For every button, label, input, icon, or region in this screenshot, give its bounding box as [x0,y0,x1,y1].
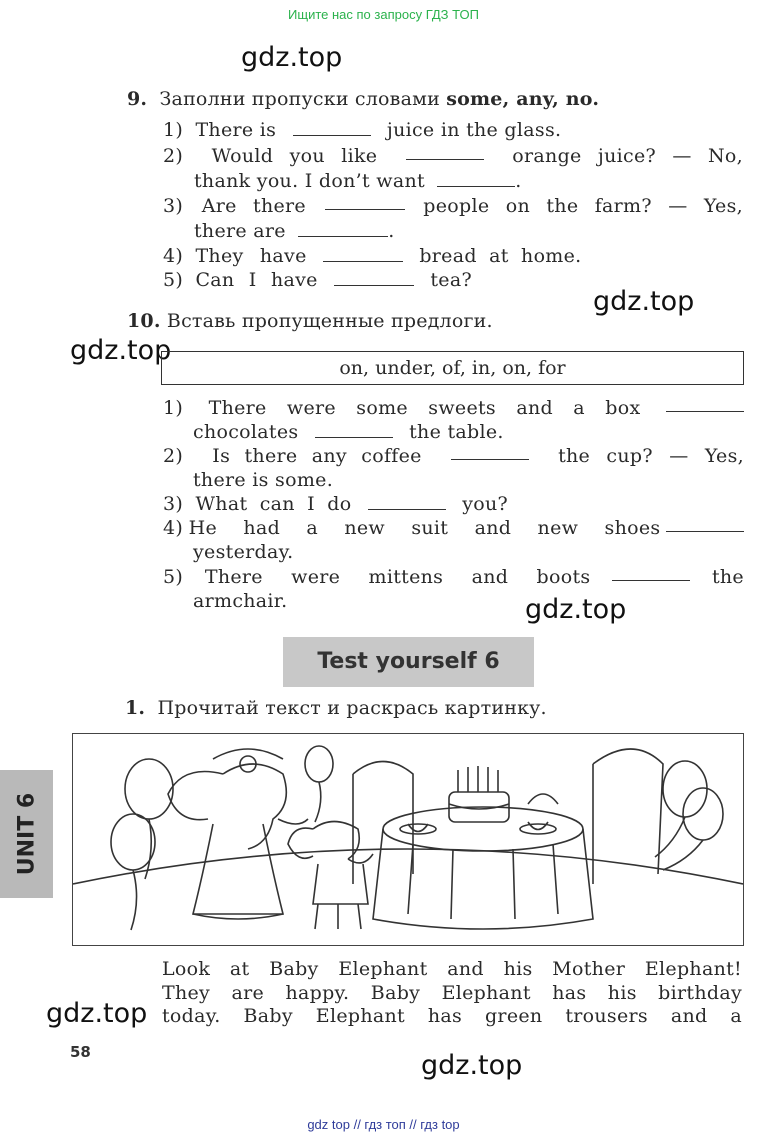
item-number: 2) [163,145,184,167]
item-text: . [388,220,395,242]
exercise-number: 9. [127,88,148,110]
exercise-9-item-2 [163,145,743,167]
answer-blank[interactable] [325,195,405,210]
item-text: Can I have [195,269,318,291]
item-text: bread at home. [419,245,582,267]
balloon-icon [683,788,723,840]
item-text: . [515,170,522,192]
illustration-svg [73,734,743,945]
item-text: Are there [201,195,306,217]
item-text: He had a new suit and new shoes [188,517,661,539]
answer-blank[interactable] [437,172,515,187]
task-1-text-line [162,958,742,980]
exercise-10-item-1-cont [193,421,504,443]
top-banner: Ищите нас по запросу ГДЗ ТОП [288,7,479,22]
item-text: orange juice? — No, [512,145,743,167]
answer-blank[interactable] [334,271,414,286]
exercise-9-item-5 [163,269,472,291]
item-number: 5) [163,566,184,588]
answer-blank[interactable] [666,397,744,412]
answer-blank[interactable] [298,222,388,237]
item-number: 4) [163,245,184,267]
item-text: tea? [430,269,472,291]
item-text: What can I do [195,493,352,515]
item-text: There were mittens and boots [204,566,591,588]
watermark: gdz.top [241,42,343,73]
exercise-10-heading [127,310,493,332]
item-text: juice in the glass. [386,119,562,141]
item-number: 4) [163,517,184,539]
item-text: the table. [409,421,504,443]
item-text: the [711,566,744,588]
exercise-9-item-1 [163,119,561,141]
exercise-10-item-3 [163,493,508,515]
balloon-icon [111,814,155,870]
item-text: Is there any coffee [212,445,422,467]
item-text: There is [195,119,277,141]
answer-blank[interactable] [315,423,393,438]
task-instruction: Прочитай текст и раскрась картинку. [157,697,547,719]
text-line: Look at Baby Elephant and his Mother Elephant! [162,958,742,980]
answer-blank[interactable] [666,517,744,532]
exercise-10-item-5-cont [193,590,287,612]
task-number: 1. [125,697,146,719]
bottom-banner: gdz top // гдз топ // гдз top [307,1117,460,1132]
exercise-10-item-5 [163,566,744,588]
answer-blank[interactable] [293,121,371,136]
watermark: gdz.top [593,286,695,317]
watermark: gdz.top [70,335,172,366]
item-text: Would you like [211,145,378,167]
task-1-text-line [162,1005,742,1027]
exercise-words: some, any, no. [446,88,600,110]
unit-tab [0,770,53,898]
watermark: gdz.top [525,594,627,625]
answer-blank[interactable] [323,247,403,262]
exercise-number: 10. [127,310,161,332]
balloon-icon [125,759,173,819]
balloon-icon [305,746,333,782]
item-text: There were some sweets and a box [208,397,641,419]
item-text: people on the farm? — Yes, [423,195,743,217]
page-number: 58 [70,1043,91,1061]
exercise-10-item-4-cont [193,541,293,563]
item-number: 5) [163,269,184,291]
answer-blank[interactable] [406,145,484,160]
item-text: the cup? — Yes, [558,445,744,467]
watermark: gdz.top [46,998,148,1029]
item-number: 1) [163,397,184,419]
exercise-10-item-2-cont [193,469,333,491]
exercise-10-item-4 [163,517,744,539]
exercise-instruction: Вставь пропущенные предлоги. [166,310,493,332]
item-text: there are [194,220,286,242]
word-box: on, under, of, in, on, for [161,351,744,385]
answer-blank[interactable] [451,445,529,460]
exercise-9-item-2-cont [194,170,522,192]
birthday-illustration [72,733,744,946]
item-number: 3) [163,493,184,515]
text-line: today. Baby Elephant has green trousers and a [162,1005,742,1027]
answer-blank[interactable] [368,495,446,510]
exercise-instruction: Заполни пропуски словами [159,88,440,110]
item-number: 2) [163,445,184,467]
exercise-9-heading [127,88,599,110]
item-text: there is some. [193,469,334,491]
exercise-10-item-1 [163,397,744,419]
exercise-9-item-3 [163,195,743,217]
task-1-heading [125,697,547,719]
test-yourself-banner: Test yourself 6 [283,637,534,687]
exercise-9-item-4 [163,245,582,267]
item-text: armchair. [193,590,288,612]
item-text: chocolates [193,421,299,443]
item-number: 1) [163,119,184,141]
item-text: yesterday. [193,541,294,563]
answer-blank[interactable] [612,566,690,581]
item-text: you? [462,493,508,515]
text-line: They are happy. Baby Elephant has his birthday [162,982,742,1004]
exercise-10-item-2 [163,445,744,467]
item-text: thank you. I don’t want [194,170,425,192]
item-number: 3) [163,195,184,217]
watermark: gdz.top [421,1050,523,1081]
item-text: They have [195,245,307,267]
exercise-9-item-3-cont [194,220,395,242]
task-1-text-line [162,982,742,1004]
unit-tab-label: UNIT 6 [14,792,39,876]
